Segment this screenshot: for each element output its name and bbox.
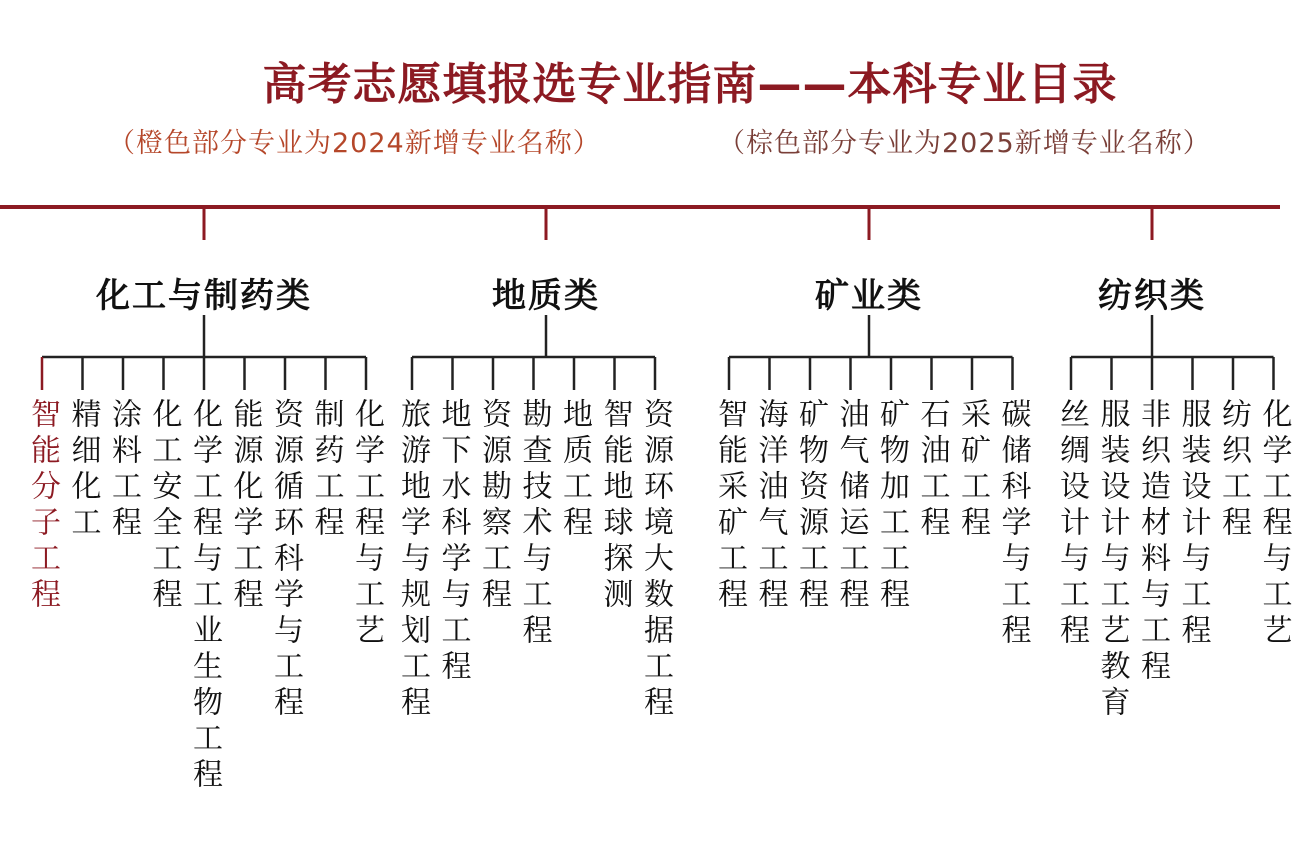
major-label: 涂料工程 [106, 398, 141, 542]
major-label: 资源循环科学与工程 [268, 398, 303, 722]
category-label: 纺织类 [1098, 276, 1206, 316]
major-label: 化学工程与工业生物工程 [187, 398, 222, 794]
major-label: 采矿工程 [955, 398, 990, 542]
major-label: 油气储运工程 [833, 398, 869, 614]
major-label: 勘查技术与工程 [516, 398, 552, 650]
major-label: 非织造材料与工程 [1135, 398, 1170, 686]
major-label: 矿物资源工程 [793, 398, 828, 614]
major-label: 精细化工 [65, 398, 101, 542]
major-label: 资源环境大数据工程 [638, 398, 673, 722]
major-label: 碳储科学与工程 [995, 398, 1031, 650]
major-label: 地质工程 [557, 398, 592, 542]
major-label: 服装设计与工艺教育 [1094, 398, 1130, 722]
major-label: 纺织工程 [1216, 398, 1251, 542]
major-label: 服装设计与工程 [1175, 398, 1211, 650]
major-label: 地下水科学与工程 [435, 398, 471, 686]
note-2024-new: （橙色部分专业为2024新增专业名称） [108, 128, 601, 159]
major-label: 制药工程 [308, 398, 344, 542]
page-title: 高考志愿填报选专业指南——本科专业目录 [262, 59, 1118, 110]
major-label: 旅游地学与规划工程 [395, 398, 430, 722]
category-label: 化工与制药类 [96, 276, 312, 316]
major-label: 智能地球探测 [597, 398, 633, 614]
category-label: 地质类 [492, 276, 600, 316]
major-label: 化学工程与工艺 [349, 398, 384, 650]
note-2025-new: （棕色部分专业为2025新增专业名称） [718, 128, 1211, 159]
category-label: 矿业类 [815, 276, 923, 316]
major-label: 能源化学工程 [227, 398, 263, 614]
major-label: 石油工程 [914, 398, 950, 542]
major-label: 智能分子工程 [25, 398, 60, 614]
major-label: 海洋油气工程 [752, 398, 788, 614]
major-label: 资源勘察工程 [476, 398, 511, 614]
major-label: 化工安全工程 [146, 398, 182, 614]
major-label: 矿物加工工程 [874, 398, 909, 614]
major-label: 智能采矿工程 [712, 398, 747, 614]
major-label: 化学工程与工艺 [1256, 398, 1292, 650]
major-label: 丝绸设计与工程 [1054, 398, 1089, 650]
